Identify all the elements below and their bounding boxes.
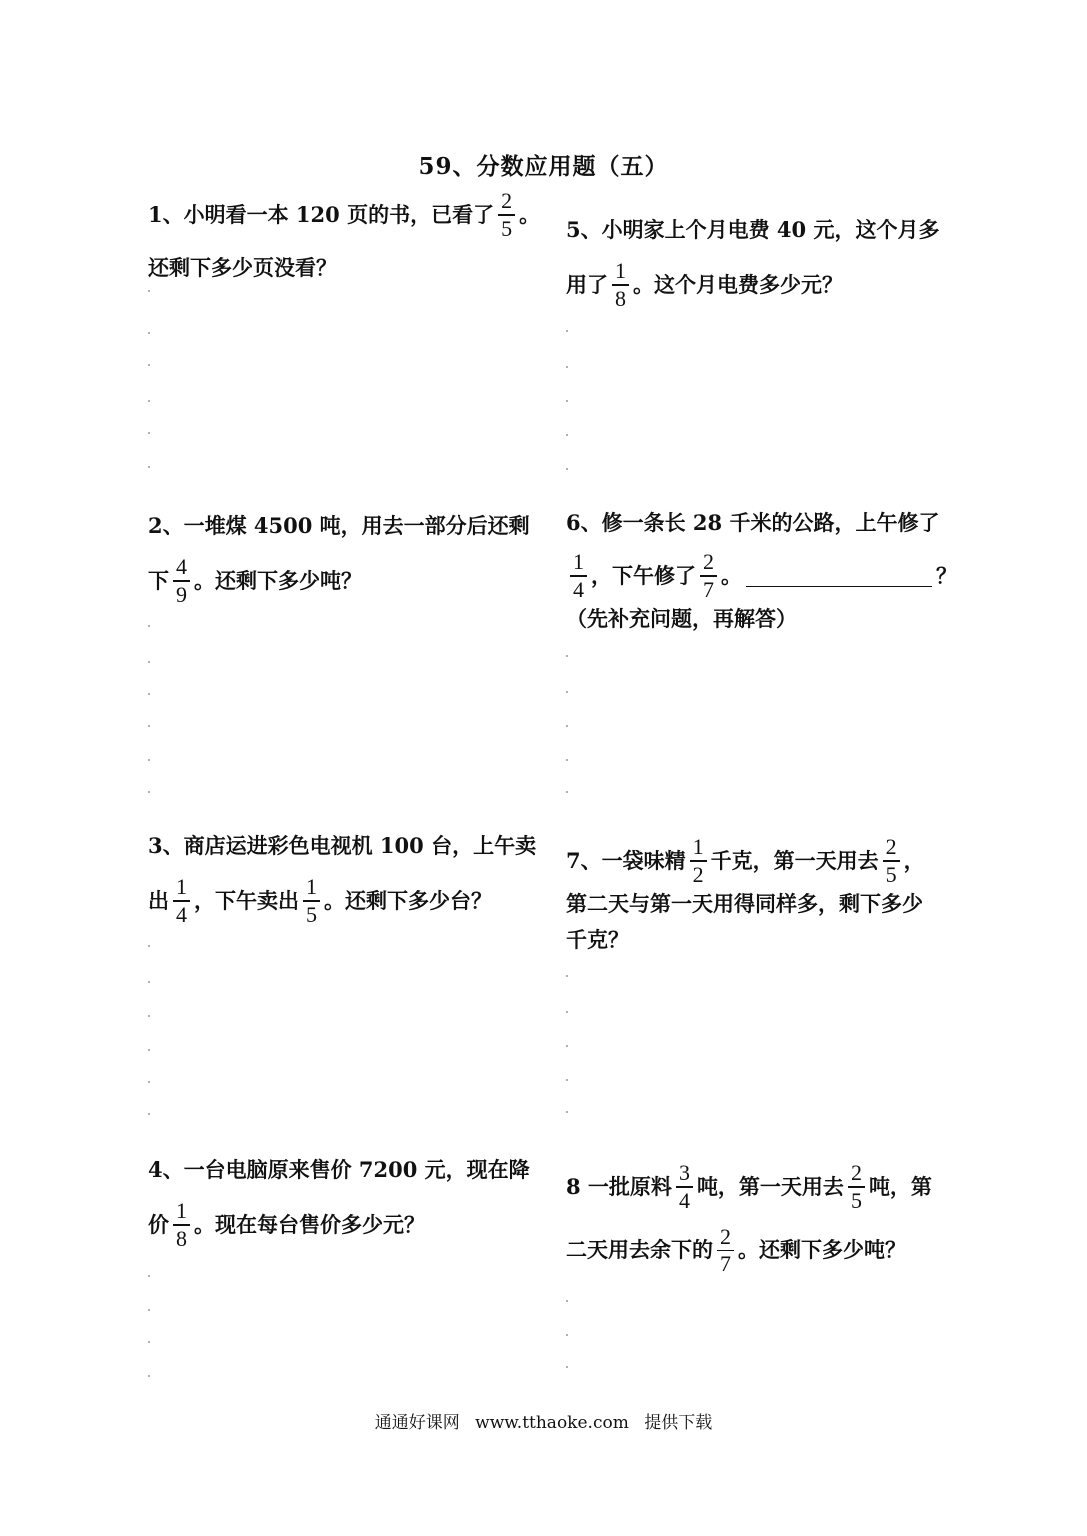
fraction: $\frac{1}{2}$ xyxy=(690,836,707,886)
question-2: 2、一堆煤 4500 吨，用去一部分后还剩 下 $\frac{4}{9}$ 。还剩下多少吨？ xyxy=(148,508,530,606)
question-text: 千克？ xyxy=(566,926,629,952)
fraction: $\frac{2}{5}$ xyxy=(498,190,515,240)
footer-site: 通通好课网 xyxy=(374,1413,460,1433)
question-text: 第二天与第一天用得同样多，剩下多少 xyxy=(566,890,923,916)
fraction: $\frac{2}{5}$ xyxy=(848,1162,865,1212)
question-note: （先补充问题，再解答） xyxy=(566,605,797,631)
footer-url[interactable]: www.tthaoke.com xyxy=(475,1413,629,1433)
question-6: 6、修一条长 28 千米的公路，上午修了 $\frac{1}{4}$ ，下午修了 $\frac{2}{7}$ 。 ？ （先补充问题，再解答） xyxy=(566,505,957,637)
question-text: 1、小明看一本 120 页的书，已看了 xyxy=(148,201,495,227)
question-8: 8 一批原料 $\frac{3}{4}$ 吨，第一天用去 $\frac{2}{5}$ 吨，第 二天用去余下的 $\frac{2}{7}$ 。还剩下多少吨？ xyxy=(566,1160,932,1276)
fraction: $\frac{2}{7}$ xyxy=(717,1226,734,1276)
page-title: 59、分数应用题（五） xyxy=(418,153,669,180)
question-3: 3、商店运进彩色电视机 100 台，上午卖 出 $\frac{1}{4}$ ，下午卖出 $\frac{1}{5}$ 。还剩下多少台？ xyxy=(148,828,536,926)
question-5: 5、小明家上个月电费 40 元，这个月多 用了 $\frac{1}{8}$ 。这个月电费多少元？ xyxy=(566,212,939,310)
fraction: $\frac{1}{4}$ xyxy=(173,876,190,926)
question-text: 4、一台电脑原来售价 7200 元，现在降 xyxy=(148,1157,530,1182)
fraction: $\frac{2}{7}$ xyxy=(700,551,717,601)
question-text: 还剩下多少页没看？ xyxy=(148,254,337,280)
question-7: 7、一袋味精 $\frac{1}{2}$ 千克，第一天用去 $\frac{2}{5}$ ， 第二天与第一天用得同样多，剩下多少 千克？ xyxy=(566,836,925,958)
fraction: $\frac{1}{4}$ xyxy=(570,551,587,601)
question-text: 2、一堆煤 4500 吨，用去一部分后还剩 xyxy=(148,513,530,538)
fraction: $\frac{1}{5}$ xyxy=(303,876,320,926)
fraction: $\frac{3}{4}$ xyxy=(676,1162,693,1212)
question-text: 5、小明家上个月电费 40 元，这个月多 xyxy=(566,217,940,242)
question-1: 1、小明看一本 120 页的书，已看了 $\frac{2}{5}$ 。 还剩下多少页没看？ xyxy=(148,190,540,286)
question-text: 6、修一条长 28 千米的公路，上午修了 xyxy=(566,510,940,535)
fraction: $\frac{1}{8}$ xyxy=(173,1200,190,1250)
fraction: $\frac{1}{8}$ xyxy=(612,260,629,310)
question-text: 3、商店运进彩色电视机 100 台，上午卖 xyxy=(148,833,537,858)
footer xyxy=(0,1408,1087,1433)
fraction: $\frac{4}{9}$ xyxy=(173,556,190,606)
answer-blank[interactable] xyxy=(746,564,932,587)
footer-note: 提供下载 xyxy=(644,1413,713,1433)
question-4: 4、一台电脑原来售价 7200 元，现在降 价 $\frac{1}{8}$ 。现在每台售价多少元？ xyxy=(148,1152,530,1250)
fraction: $\frac{2}{5}$ xyxy=(883,836,900,886)
